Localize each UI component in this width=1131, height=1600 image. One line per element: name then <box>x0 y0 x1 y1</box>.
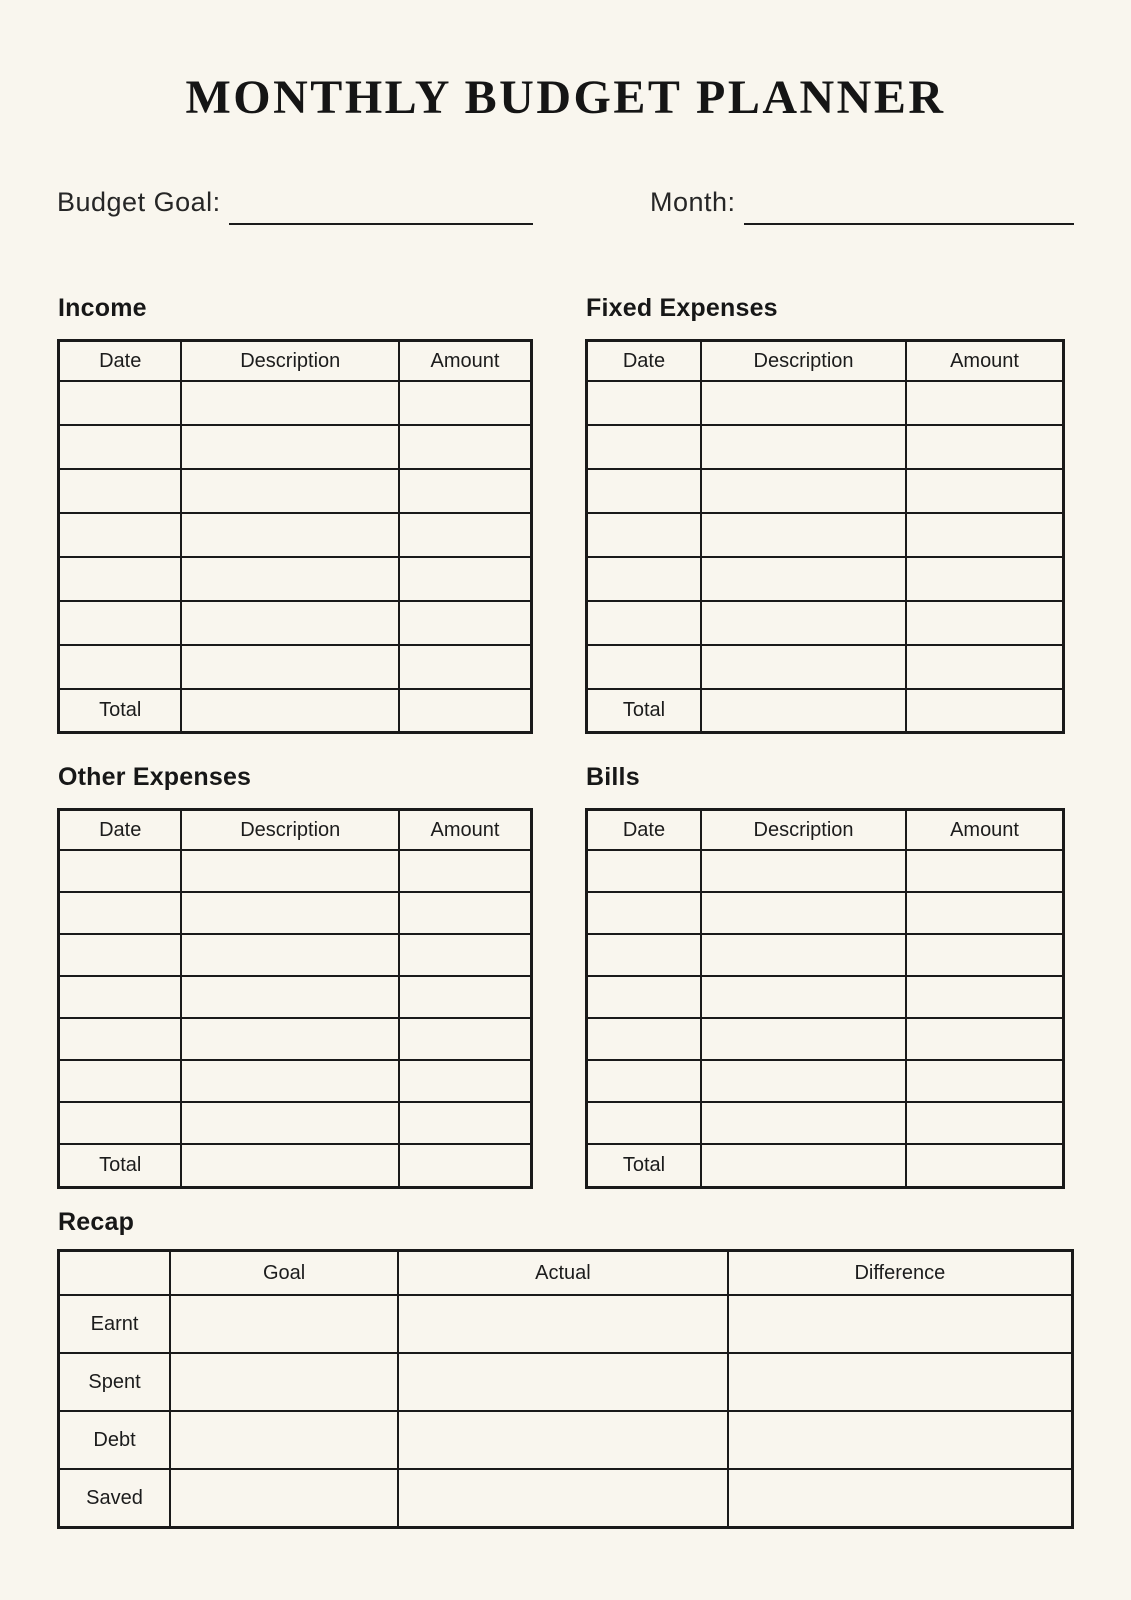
income-section <box>57 293 533 734</box>
date-cell[interactable] <box>587 557 701 601</box>
table-row <box>587 1060 1064 1102</box>
table-row <box>587 892 1064 934</box>
table-row <box>59 1102 532 1144</box>
actual-cell[interactable] <box>398 1295 728 1353</box>
date-cell[interactable] <box>59 1060 182 1102</box>
amount-cell[interactable] <box>906 601 1063 645</box>
recap-row-debt <box>59 1411 1073 1469</box>
date-cell[interactable] <box>59 1102 182 1144</box>
actual-cell[interactable] <box>398 1353 728 1411</box>
other-expenses-section <box>57 762 533 1189</box>
date-cell[interactable] <box>587 850 701 892</box>
date-cell[interactable] <box>587 934 701 976</box>
date-cell[interactable] <box>587 1102 701 1144</box>
description-cell[interactable] <box>181 645 399 689</box>
total-amount-cell[interactable] <box>399 1144 531 1188</box>
amount-cell[interactable] <box>906 1060 1063 1102</box>
date-cell[interactable] <box>587 601 701 645</box>
income-heading: Income <box>58 294 147 323</box>
other-expenses-heading: Other Expenses <box>58 763 252 792</box>
bills-header-row <box>587 810 1064 851</box>
date-cell[interactable] <box>59 381 182 425</box>
total-amount-cell[interactable] <box>399 689 531 733</box>
table-row <box>59 976 532 1018</box>
column-header-description: Description <box>181 341 399 382</box>
recap-column-actual: Actual <box>398 1251 728 1296</box>
description-cell[interactable] <box>701 425 906 469</box>
date-cell[interactable] <box>587 1018 701 1060</box>
recap-row-saved <box>59 1469 1073 1528</box>
date-cell[interactable] <box>59 469 182 513</box>
amount-cell[interactable] <box>399 976 531 1018</box>
description-cell[interactable] <box>181 934 399 976</box>
budget-goal-input-line[interactable] <box>229 185 533 225</box>
header-fields-row <box>57 185 1074 225</box>
column-header-amount: Amount <box>906 810 1063 851</box>
recap-row-label: Saved <box>59 1469 171 1528</box>
month-input-line[interactable] <box>744 185 1074 225</box>
amount-cell[interactable] <box>906 557 1063 601</box>
amount-cell[interactable] <box>906 1102 1063 1144</box>
amount-cell[interactable] <box>399 513 531 557</box>
description-cell[interactable] <box>181 469 399 513</box>
amount-cell[interactable] <box>399 1102 531 1144</box>
amount-cell[interactable] <box>906 1018 1063 1060</box>
total-label: Total <box>587 689 701 733</box>
description-cell[interactable] <box>181 1060 399 1102</box>
table-row <box>59 1060 532 1102</box>
other-expenses-header-row <box>59 810 532 851</box>
table-row <box>587 976 1064 1018</box>
total-label: Total <box>59 1144 182 1188</box>
recap-table <box>57 1249 1074 1529</box>
description-cell[interactable] <box>701 601 906 645</box>
date-cell[interactable] <box>587 1060 701 1102</box>
description-cell[interactable] <box>701 645 906 689</box>
amount-cell[interactable] <box>906 425 1063 469</box>
amount-cell[interactable] <box>399 469 531 513</box>
date-cell[interactable] <box>59 1018 182 1060</box>
amount-cell[interactable] <box>399 1018 531 1060</box>
date-cell[interactable] <box>59 976 182 1018</box>
table-row <box>59 850 532 892</box>
date-cell[interactable] <box>59 513 182 557</box>
amount-cell[interactable] <box>399 425 531 469</box>
amount-cell[interactable] <box>906 892 1063 934</box>
amount-cell[interactable] <box>906 381 1063 425</box>
recap-row-spent <box>59 1353 1073 1411</box>
recap-column-goal: Goal <box>170 1251 398 1296</box>
total-description-cell[interactable] <box>701 689 906 733</box>
fixed-expenses-table <box>585 339 1065 734</box>
column-header-date: Date <box>587 341 701 382</box>
description-cell[interactable] <box>701 557 906 601</box>
table-row <box>59 934 532 976</box>
bills-table <box>585 808 1065 1189</box>
amount-cell[interactable] <box>399 892 531 934</box>
column-header-description: Description <box>181 810 399 851</box>
description-cell[interactable] <box>181 601 399 645</box>
total-amount-cell[interactable] <box>906 689 1063 733</box>
recap-row-label: Earnt <box>59 1295 171 1353</box>
table-row <box>59 1018 532 1060</box>
bills-section <box>585 762 1065 1189</box>
ledger-sections-grid <box>57 293 1074 1189</box>
goal-cell[interactable] <box>170 1295 398 1353</box>
description-cell[interactable] <box>181 892 399 934</box>
date-cell[interactable] <box>59 557 182 601</box>
description-cell[interactable] <box>701 513 906 557</box>
column-header-date: Date <box>59 810 182 851</box>
amount-cell[interactable] <box>906 469 1063 513</box>
fixed-expenses-section <box>585 293 1065 734</box>
description-cell[interactable] <box>181 850 399 892</box>
income-header-row <box>59 341 532 382</box>
date-cell[interactable] <box>587 645 701 689</box>
table-row <box>587 1018 1064 1060</box>
budget-goal-field <box>57 185 533 225</box>
table-row <box>59 469 532 513</box>
date-cell[interactable] <box>59 425 182 469</box>
actual-cell[interactable] <box>398 1469 728 1528</box>
description-cell[interactable] <box>701 469 906 513</box>
table-row <box>59 892 532 934</box>
fixed-expenses-total-row <box>587 689 1064 733</box>
column-header-date: Date <box>587 810 701 851</box>
table-row <box>587 513 1064 557</box>
table-row <box>59 425 532 469</box>
date-cell[interactable] <box>59 601 182 645</box>
other-expenses-table <box>57 808 533 1189</box>
description-cell[interactable] <box>181 1018 399 1060</box>
date-cell[interactable] <box>587 976 701 1018</box>
amount-cell[interactable] <box>399 850 531 892</box>
table-row <box>587 469 1064 513</box>
table-row <box>587 850 1064 892</box>
date-cell[interactable] <box>59 850 182 892</box>
amount-cell[interactable] <box>399 381 531 425</box>
description-cell[interactable] <box>701 1060 906 1102</box>
column-header-date: Date <box>59 341 182 382</box>
column-header-amount: Amount <box>399 341 531 382</box>
description-cell[interactable] <box>181 976 399 1018</box>
description-cell[interactable] <box>181 513 399 557</box>
fixed-expenses-header-row <box>587 341 1064 382</box>
page-title: MONTHLY BUDGET PLANNER <box>185 71 946 124</box>
difference-cell[interactable] <box>728 1411 1073 1469</box>
column-header-amount: Amount <box>399 810 531 851</box>
recap-header-row <box>59 1251 1073 1296</box>
amount-cell[interactable] <box>399 1060 531 1102</box>
column-header-amount: Amount <box>906 341 1063 382</box>
recap-corner-cell <box>59 1251 171 1296</box>
income-table <box>57 339 533 734</box>
amount-cell[interactable] <box>399 601 531 645</box>
description-cell[interactable] <box>701 934 906 976</box>
table-row <box>59 381 532 425</box>
amount-cell[interactable] <box>399 934 531 976</box>
difference-cell[interactable] <box>728 1295 1073 1353</box>
description-cell[interactable] <box>701 381 906 425</box>
date-cell[interactable] <box>587 425 701 469</box>
table-row <box>59 513 532 557</box>
table-row <box>587 1102 1064 1144</box>
table-row <box>59 601 532 645</box>
date-cell[interactable] <box>59 934 182 976</box>
total-description-cell[interactable] <box>181 689 399 733</box>
description-cell[interactable] <box>701 892 906 934</box>
table-row <box>587 934 1064 976</box>
description-cell[interactable] <box>701 1018 906 1060</box>
table-row <box>587 557 1064 601</box>
table-row <box>59 645 532 689</box>
table-row <box>587 425 1064 469</box>
date-cell[interactable] <box>587 513 701 557</box>
difference-cell[interactable] <box>728 1353 1073 1411</box>
fixed-expenses-heading: Fixed Expenses <box>586 294 778 323</box>
bills-heading: Bills <box>586 763 640 792</box>
description-cell[interactable] <box>701 850 906 892</box>
total-description-cell[interactable] <box>181 1144 399 1188</box>
description-cell[interactable] <box>181 425 399 469</box>
other-expenses-total-row <box>59 1144 532 1188</box>
date-cell[interactable] <box>59 645 182 689</box>
date-cell[interactable] <box>587 892 701 934</box>
recap-section <box>57 1207 1074 1529</box>
goal-cell[interactable] <box>170 1411 398 1469</box>
date-cell[interactable] <box>59 892 182 934</box>
bills-total-row <box>587 1144 1064 1188</box>
actual-cell[interactable] <box>398 1411 728 1469</box>
amount-cell[interactable] <box>906 513 1063 557</box>
description-cell[interactable] <box>701 976 906 1018</box>
amount-cell[interactable] <box>906 645 1063 689</box>
table-row <box>587 645 1064 689</box>
total-label: Total <box>59 689 182 733</box>
description-cell[interactable] <box>181 1102 399 1144</box>
recap-row-label: Debt <box>59 1411 171 1469</box>
amount-cell[interactable] <box>399 557 531 601</box>
total-amount-cell[interactable] <box>906 1144 1063 1188</box>
amount-cell[interactable] <box>906 976 1063 1018</box>
amount-cell[interactable] <box>906 934 1063 976</box>
table-row <box>59 557 532 601</box>
month-label: Month: <box>650 187 736 218</box>
difference-cell[interactable] <box>728 1469 1073 1528</box>
table-row <box>587 381 1064 425</box>
total-label: Total <box>587 1144 701 1188</box>
recap-heading: Recap <box>58 1208 135 1237</box>
recap-row-label: Spent <box>59 1353 171 1411</box>
month-field <box>650 185 1074 225</box>
table-row <box>587 601 1064 645</box>
amount-cell[interactable] <box>906 850 1063 892</box>
recap-column-difference: Difference <box>728 1251 1073 1296</box>
description-cell[interactable] <box>181 381 399 425</box>
amount-cell[interactable] <box>399 645 531 689</box>
description-cell[interactable] <box>701 1102 906 1144</box>
budget-goal-label: Budget Goal: <box>57 187 221 218</box>
goal-cell[interactable] <box>170 1353 398 1411</box>
recap-row-earnt <box>59 1295 1073 1353</box>
goal-cell[interactable] <box>170 1469 398 1528</box>
date-cell[interactable] <box>587 381 701 425</box>
date-cell[interactable] <box>587 469 701 513</box>
description-cell[interactable] <box>181 557 399 601</box>
income-total-row <box>59 689 532 733</box>
total-description-cell[interactable] <box>701 1144 906 1188</box>
column-header-description: Description <box>701 810 906 851</box>
column-header-description: Description <box>701 341 906 382</box>
